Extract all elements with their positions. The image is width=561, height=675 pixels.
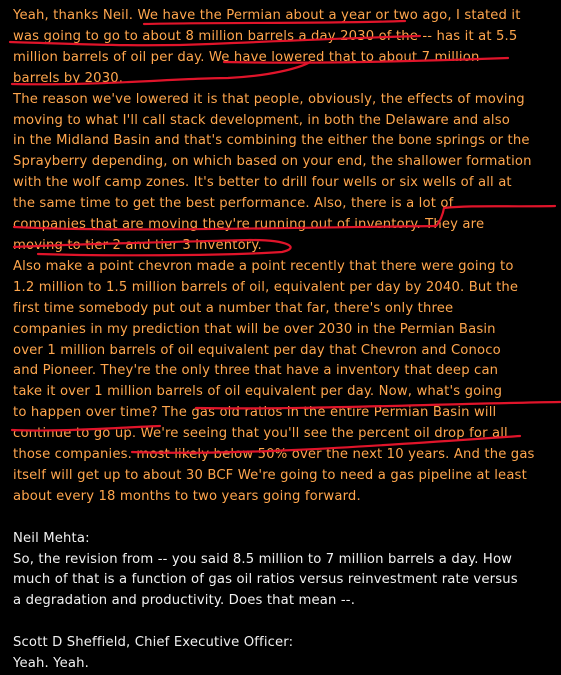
transcript-line: So, the revision from -- you said 8.5 million to 7 million barrels a day. How (13, 551, 513, 567)
transcript-line: was going to go to about 8 million barrels a day 2030 of the -- has it at 5.5 (13, 28, 518, 44)
transcript-line: take it over 1 million barrels of oil equivalent per day. Now, what's going (13, 384, 503, 400)
transcript-line: in the Midland Basin and that's combining the either the bone springs or the (13, 133, 530, 149)
transcript-line: Yeah. Yeah. (13, 656, 89, 672)
speaker-name: Neil Mehta: (13, 530, 90, 546)
transcript-line: The reason we've lowered it is that people, obviously, the effects of moving (13, 91, 525, 107)
transcript-line: much of that is a function of gas oil ratios versus reinvestment rate versus (13, 572, 518, 588)
transcript-line: about every 18 months to two years going forward. (13, 488, 361, 504)
transcript-line: moving to tier 2 and tier 3 inventory. (13, 237, 262, 253)
paragraph-spacer (13, 508, 555, 529)
transcript-line: barrels by 2030. (13, 70, 124, 86)
transcript-line: those companies. most likely below 50% over the next 10 years. And the gas (13, 447, 535, 463)
executive-answer-block (13, 633, 555, 675)
transcript-line: companies in my prediction that will be over 2030 in the Permian Basin (13, 321, 496, 337)
transcript-line: over 1 million barrels of oil equivalent per day that Chevron and Conoco (13, 342, 501, 358)
transcript-line: Sprayberry depending, on which based on your end, the shallower formation (13, 154, 532, 170)
transcript-line: to happen over time? The gas old ratios in the entire Permian Basin will (13, 405, 497, 421)
transcript-line: Yeah, thanks Neil. We have the Permian about a year or two ago, I stated it (13, 8, 521, 23)
analyst-question-block (13, 529, 555, 613)
transcript-line: continue to go up. We're seeing that you'll see the percent oil drop for all (13, 426, 508, 442)
transcript-page (13, 6, 555, 675)
transcript-line: a degradation and productivity. Does that mean --. (13, 593, 356, 609)
transcript-line: 1.2 million to 1.5 million barrels of oil, equivalent per day by 2040. But the (13, 279, 519, 295)
transcript-line: moving to what I'll call stack development, in both the Delaware and also (13, 112, 510, 128)
speaker-name: Scott D Sheffield, Chief Executive Officer: (13, 635, 294, 651)
transcript-line: the same time to get the best performance. Also, there is a lot of (13, 196, 454, 212)
transcript-line: first time somebody put out a number that far, there's only three (13, 300, 454, 316)
transcript-line: Also make a point chevron made a point recently that there were going to (13, 258, 514, 274)
paragraph-spacer (13, 612, 555, 633)
transcript-line: companies that are moving they're running out of inventory. They are (13, 217, 485, 233)
transcript-line: with the wolf camp zones. It's better to drill four wells or six wells of all at (13, 175, 512, 191)
transcript-line: and Pioneer. They're the only three that have a inventory that deep can (13, 363, 499, 379)
transcript-line: million barrels of oil per day. We have lowered that to about 7 million (13, 49, 480, 65)
ceo-answer-paragraph (13, 6, 555, 508)
transcript-line: itself will get up to about 30 BCF We're going to need a gas pipeline at least (13, 467, 527, 483)
